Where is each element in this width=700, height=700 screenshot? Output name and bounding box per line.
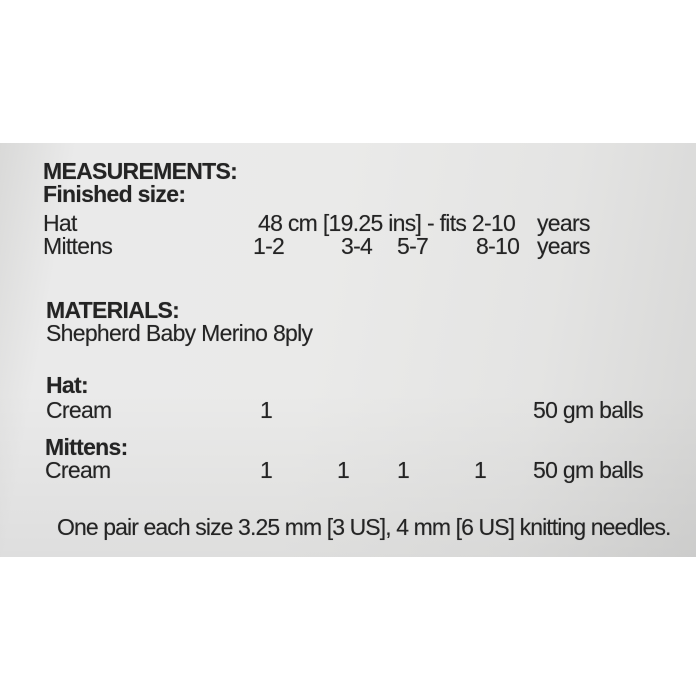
hat-yarn-color: Cream — [46, 397, 112, 423]
mittens-size: 5-7 — [397, 233, 429, 259]
hat-ball-quantity: 1 — [260, 397, 273, 423]
mittens-size: 3-4 — [341, 233, 373, 259]
mittens-ball-quantity: 1 — [260, 457, 273, 483]
hat-measurement-value: 48 cm [19.25 ins] - fits 2-10 — [258, 210, 516, 236]
finished-size-heading: Finished size: — [43, 181, 186, 207]
mittens-size: 1-2 — [253, 233, 285, 259]
hat-ball-unit: 50 gm balls — [533, 397, 643, 423]
mittens-materials-heading: Mittens: — [45, 434, 128, 460]
mittens-size: 8-10 — [476, 233, 520, 259]
measurements-heading: MEASUREMENTS: — [43, 158, 238, 184]
pattern-sheet — [0, 143, 696, 557]
hat-measurement-unit: years — [537, 210, 590, 236]
mittens-measurement-label: Mittens — [43, 233, 113, 259]
materials-heading: MATERIALS: — [46, 297, 180, 323]
mittens-ball-quantity: 1 — [397, 457, 410, 483]
needles-note: One pair each size 3.25 mm [3 US], 4 mm [6 US] knitting needles. — [57, 514, 671, 540]
hat-materials-heading: Hat: — [46, 372, 88, 398]
hat-measurement-label: Hat — [43, 210, 77, 236]
mittens-ball-quantity: 1 — [474, 457, 487, 483]
mittens-ball-unit: 50 gm balls — [533, 457, 643, 483]
yarn-name: Shepherd Baby Merino 8ply — [46, 320, 313, 346]
mittens-ball-quantity: 1 — [337, 457, 350, 483]
mittens-yarn-color: Cream — [45, 457, 111, 483]
mittens-measurement-unit: years — [537, 233, 590, 259]
